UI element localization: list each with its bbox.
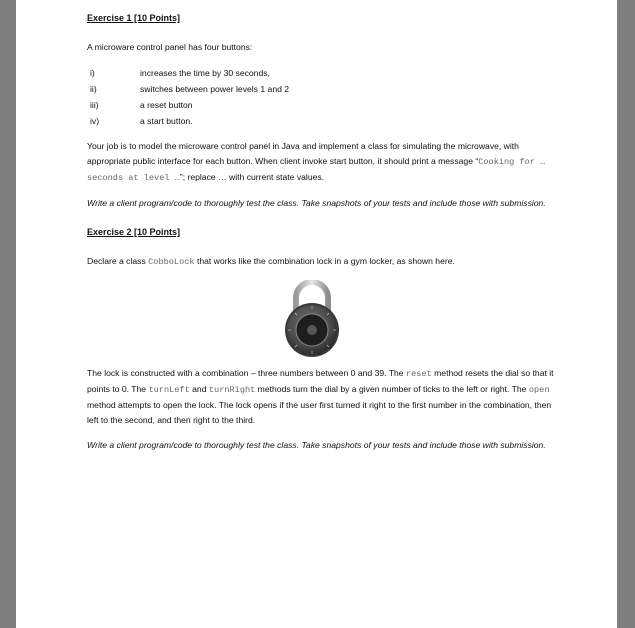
combination-lock-image	[280, 280, 344, 360]
lock-dial-center	[307, 325, 317, 335]
task-code-message: Cooking for … seconds at level …	[87, 157, 546, 183]
turnleft-code: turnLeft	[148, 385, 190, 395]
exercise-1-heading: Exercise 1 [10 Points]	[87, 13, 181, 23]
list-item-number: ii)	[90, 84, 97, 94]
list-item-text: increases the time by 30 seconds,	[140, 68, 270, 78]
desc-text: method attempts to open the lock. The lock opens if the user first turned it right to the first number in the combination, then left to the second, and then right to the third.	[87, 400, 552, 425]
class-name-code: CobboLock	[148, 257, 195, 267]
list-item	[87, 81, 555, 97]
exercise-2-intro	[87, 254, 555, 270]
list-item-text: a reset button	[140, 100, 193, 110]
list-item	[87, 65, 555, 81]
lock-image-container	[69, 280, 555, 360]
list-item-number: iii)	[90, 100, 99, 110]
desc-text: method resets the dial so that it points to 0. The	[87, 368, 554, 394]
exercise-1-intro: A microware control panel has four buttons:	[87, 42, 253, 52]
document-content	[87, 11, 555, 463]
open-code: open	[528, 385, 550, 395]
exercise-1-instructions: Write a client program/code to thoroughly test the class. Take snapshots of your tests and include those with submission.	[87, 198, 546, 208]
list-item	[87, 113, 555, 129]
exercise-2-instructions: Write a client program/code to thoroughly test the class. Take snapshots of your tests and include those with submission.	[87, 440, 546, 450]
task-text-1: Your job is to model the microware control panel in Java and implement a class for simulating the microwave, with appropriate public interface for each button. When client invoke start button, it should print a message “	[87, 141, 519, 166]
intro-text-2: that works like the combination lock in a gym locker, as shown here.	[194, 256, 455, 266]
intro-text-1: Declare a class	[87, 256, 149, 266]
exercise-2-description	[87, 366, 555, 428]
desc-text: and	[189, 384, 209, 394]
document-page	[16, 0, 617, 628]
list-item-number: i)	[90, 68, 95, 78]
list-item-number: iv)	[90, 116, 100, 126]
turnright-code: turnRight	[208, 385, 256, 395]
list-item-text: switches between power levels 1 and 2	[140, 84, 290, 94]
desc-text: methods turn the dial by a given number of ticks to the left or right. The	[255, 384, 529, 394]
exercise-2-heading: Exercise 2 [10 Points]	[87, 227, 181, 237]
desc-text: The lock is constructed with a combination – three numbers between 0 and 39. The	[87, 368, 406, 378]
right-border	[617, 0, 635, 628]
list-item-text: a start button.	[140, 116, 193, 126]
left-border	[0, 0, 16, 628]
task-text-2: ”; replace … with current state values.	[179, 172, 325, 182]
button-list	[87, 65, 555, 129]
reset-code: reset	[405, 369, 432, 379]
list-item	[87, 97, 555, 113]
exercise-1-task	[87, 139, 555, 186]
